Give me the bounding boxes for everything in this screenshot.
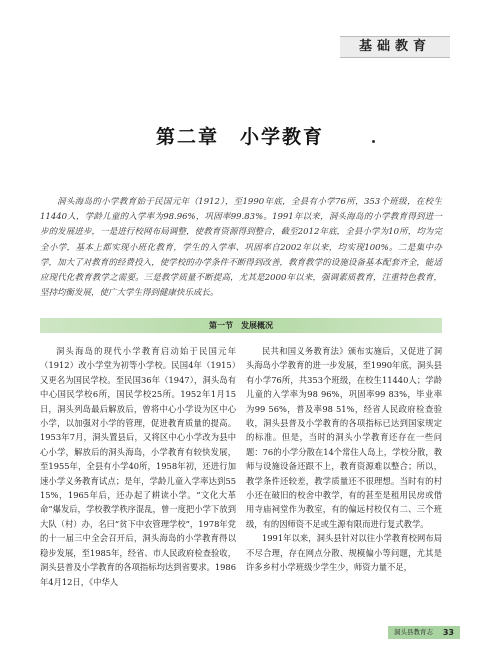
chapter-intro: 洞头海岛的小学教育始于民国元年（1912），至1990年底，全县有小学76所，353个班级，在校生11440人，学龄儿童的入学率为98.96%，巩固率99.83%。1991年以来，洞头海岛的小学教育得到进一步的发展进步，一是进行校网布局调整，使教育资源得到整合，截至2012年底，全县小学为10所，均为完全小学，基本上都实现小班化教育，学生的入学率、巩固率自2002年以来，均实现100%。二是集中办学，加大了对教育的经费投入，使学校的办学条件不断得到改善，教育教学的设施设备基本配套齐全，能适应现代化教育教学之需要。三是教学质量不断提高，尤其是2000年以来，强调素质教育，注重特色教育，坚持均衡发展，使广大学生得到健康快乐成长。 bbox=[40, 197, 442, 299]
page-number: 33 bbox=[442, 628, 454, 637]
category-header: 基础教育 bbox=[340, 36, 450, 58]
paragraph: 民共和国义务教育法》颁布实施后，又促进了洞头海岛小学教育的进一步发展，至1990年底，洞头县有小学76所，共353个班级，在校生11440人；学龄儿童的入学率为98 96%，巩固率99 83%，毕业率为99 56%，普及率98 51%，经省人民政府检查验收，洞头县普及小学教育的各项指标已达到国家规定的标准。但是，当时的洞头小学教育还存在一些问题：76的小学分散在14个常住人岛上，学校分散，教师与设施设备还跟不上，教育资源难以整合；所以，教学条件还较差，教学质量还不很理想。当时有的村小还在破旧的校舍中教学，有的甚至是租用民房或借用寺庙祠堂作为教室，有的偏远村校仅有二、三个班级，有的因师资不足或生源有限而进行复式教学。 bbox=[246, 346, 442, 529]
section-title: 第一节 发展概况 bbox=[209, 321, 273, 330]
paragraph: 洞头海岛的现代小学教育启动始于民国元年（1912）改小学堂为初等小学校。民国4年（1915）又更名为国民学校。至民国36年（1947），洞头岛有中心国民学校6所，国民学校25所。1952年1月15日，洞头列岛最后解放后，曾将中心小学设为区中心小学，以加强对小学的管理，促进教育质量的提高。1953年7月，洞头置县后，又将区中心小学改为县中心小学，解放后的洞头海岛，小学教育有较快发展，至1955年，全县有小学40所，1958年初，还进行加速小学义务教育试点；是年，学龄儿童入学率达到55 15%，1965年后，还办起了耕读小学。“文化大革命”爆发后，学校教学秩序混乱，曾一度把小学下放到大队（村）办，名曰“贫下中农管理学校”，1978年党的十一届三中全会召开后，洞头海岛的小学教育得以稳步发展，至1985年，经省、市人民政府检查验收，洞头县普及小学教育的各项指标均达到省要求。1986年4月12日，《中华人 bbox=[40, 346, 236, 587]
footer-bar bbox=[388, 626, 460, 639]
chapter-title: 第二章 小学教育 bbox=[155, 126, 324, 148]
decorative-dot bbox=[372, 140, 375, 143]
right-column bbox=[246, 344, 442, 575]
left-column bbox=[40, 344, 236, 589]
paragraph: 1991年以来，洞头县针对以往小学教育校网布局不尽合理，存在网点分散、规模偏小等问题，尤其是许多乡村小学班级少学生少，师资力量不足， bbox=[246, 533, 442, 573]
footer-label: 洞头县教育志 bbox=[394, 628, 433, 636]
